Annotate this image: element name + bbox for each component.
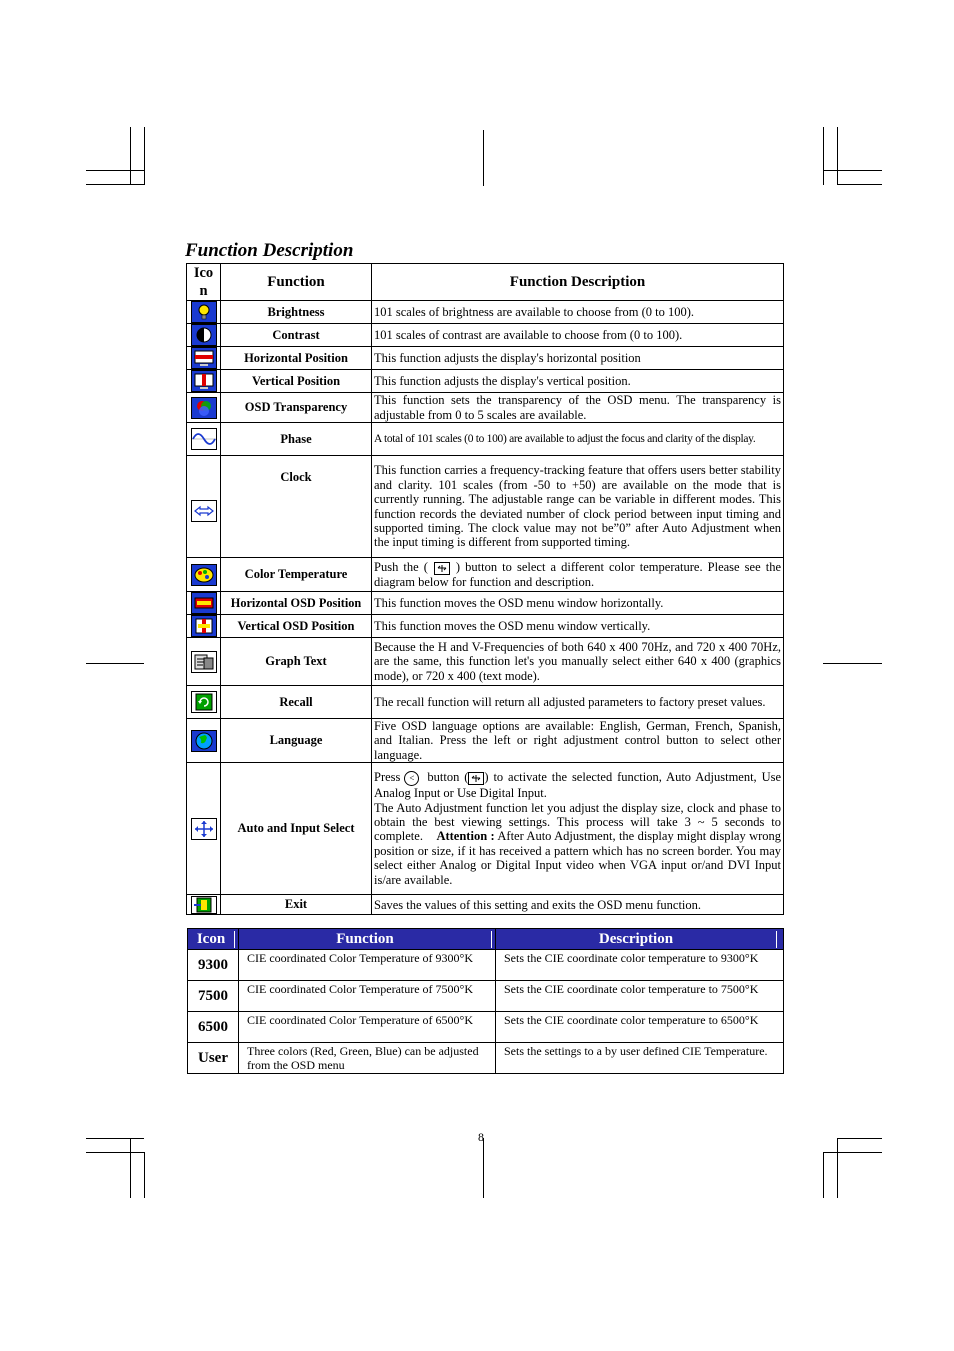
table-header-row xyxy=(188,929,784,950)
temp-description: Sets the CIE coordinate color temperature to 9300°K xyxy=(496,950,784,981)
table-row xyxy=(187,719,784,763)
header-icon: Ico n xyxy=(187,264,221,301)
table-row xyxy=(187,301,784,324)
temp-function: CIE coordinated Color Temperature of 9300°K xyxy=(239,950,496,981)
horizontal-osd-icon xyxy=(191,592,217,614)
temp-icon: User xyxy=(188,1043,239,1074)
function-name: Phase xyxy=(221,423,372,456)
auto-input-icon xyxy=(191,818,217,840)
temp-icon: 9300 xyxy=(188,950,239,981)
table-row xyxy=(187,895,784,915)
section-title: Function Description xyxy=(185,240,354,261)
temp-description: Sets the CIE coordinate color temperature to 7500°K xyxy=(496,981,784,1012)
vertical-position-icon xyxy=(191,370,217,392)
function-description: This function adjusts the display's vertical position. xyxy=(372,370,784,393)
function-description: Saves the values of this setting and exits the OSD menu function. xyxy=(372,895,784,915)
page-number: 8 xyxy=(478,1130,484,1144)
header-icon xyxy=(188,929,239,950)
table-row xyxy=(187,615,784,638)
function-name: Auto and Input Select xyxy=(221,763,372,895)
function-description: Because the H and V-Frequencies of both 640 x 400 70Hz, and 720 x 400 70Hz, are the same, this function let's you manually select either 640 x 400 (graphics mode), or 720 x 400 (text mode). xyxy=(372,638,784,686)
desc-part: ) to activate the selected function, Auto Adjustment, Use Analog Input or Use Digital Input. xyxy=(374,770,782,801)
table-row xyxy=(187,347,784,370)
function-table xyxy=(186,263,784,915)
temp-function: CIE coordinated Color Temperature of 7500°K xyxy=(239,981,496,1012)
table-row xyxy=(187,393,784,423)
function-description xyxy=(372,558,784,592)
table-row xyxy=(187,558,784,592)
header-icon-label: Icon xyxy=(188,931,235,948)
color-temperature-icon xyxy=(191,564,217,586)
table-row xyxy=(187,686,784,719)
desc-part: ) button to select a different color temperature. Please see the diagram below for function and description. xyxy=(374,559,781,589)
table-row xyxy=(188,1043,784,1074)
desc-part: Press xyxy=(374,770,401,785)
header-function: Function xyxy=(221,264,372,301)
function-name: Clock xyxy=(221,456,372,558)
color-temperature-table xyxy=(187,928,784,1074)
table-row xyxy=(187,370,784,393)
table-row xyxy=(187,456,784,558)
desc-part: The Auto Adjustment function let you adjust the display size, clock and phase to obtain the best viewing settings. This process will take 3 ~ 5 seconds to complete. xyxy=(374,800,781,844)
temp-function: Three colors (Red, Green, Blue) can be adjusted from the OSD menu xyxy=(239,1043,496,1074)
osd-transparency-icon xyxy=(191,397,217,419)
contrast-icon xyxy=(191,324,217,346)
left-circle-button-icon: < xyxy=(404,771,419,786)
desc-part: After Auto Adjustment, the display might display wrong position or size, if it has received a pattern which has no screen border. You may select either Analog or Digital Input video when VGA input or/and DVI Input is/are available. xyxy=(374,829,782,887)
header-function-label: Function xyxy=(239,931,492,948)
function-name: Exit xyxy=(221,895,372,915)
table-row xyxy=(188,981,784,1012)
header-function xyxy=(239,929,496,950)
header-description-label: Description xyxy=(496,931,777,948)
table-row xyxy=(187,638,784,686)
function-name: Horizontal OSD Position xyxy=(221,592,372,615)
function-name: Recall xyxy=(221,686,372,719)
function-name: Horizontal Position xyxy=(221,347,372,370)
temp-description: Sets the CIE coordinate color temperature to 6500°K xyxy=(496,1012,784,1043)
function-name: Vertical OSD Position xyxy=(221,615,372,638)
function-description: This function carries a frequency-tracking feature that offers users better stability and clarity. 101 scales (from -50 to +50) are available on the mode that is currently running. The adjustable range can be variable in different modes. This function records the deviated number of clock period between input timing and supported timing. The clock value may not be”0” after Auto Adjustment when the input timing is different from supported timing. xyxy=(372,456,784,558)
table-header-row xyxy=(187,264,784,301)
select-button-icon xyxy=(434,562,450,575)
function-description: This function sets the transparency of the OSD menu. The transparency is adjustable from 0 to 5 scales are available. xyxy=(372,393,784,423)
function-name: OSD Transparency xyxy=(221,393,372,423)
function-description: Five OSD language options are available: English, German, French, Spanish, and Italian. Press the left or right adjustment control button to select other language. xyxy=(372,719,784,763)
header-description: Function Description xyxy=(372,264,784,301)
lightbulb-icon xyxy=(191,301,217,323)
function-name: Color Temperature xyxy=(221,558,372,592)
function-description: This function adjusts the display's horizontal position xyxy=(372,347,784,370)
attention-label: Attention : xyxy=(436,829,495,844)
function-description: A total of 101 scales (0 to 100) are available to adjust the focus and clarity of the display. xyxy=(372,423,784,456)
horizontal-position-icon xyxy=(191,347,217,369)
function-description: This function moves the OSD menu window vertically. xyxy=(372,615,784,638)
vertical-osd-icon xyxy=(191,615,217,637)
table-row xyxy=(187,423,784,456)
temp-icon: 6500 xyxy=(188,1012,239,1043)
table-row xyxy=(187,763,784,895)
table-row xyxy=(188,1012,784,1043)
function-description: 101 scales of brightness are available to choose from (0 to 100). xyxy=(372,301,784,324)
table-row xyxy=(187,324,784,347)
desc-part: button ( xyxy=(427,770,469,785)
function-name: Contrast xyxy=(221,324,372,347)
function-description: This function moves the OSD menu window horizontally. xyxy=(372,592,784,615)
recall-icon xyxy=(191,691,217,713)
temp-icon: 7500 xyxy=(188,981,239,1012)
graph-text-icon xyxy=(191,651,217,673)
table-row xyxy=(188,950,784,981)
exit-icon xyxy=(191,896,217,914)
function-name: Graph Text xyxy=(221,638,372,686)
table-row xyxy=(187,592,784,615)
function-name: Vertical Position xyxy=(221,370,372,393)
phase-wave-icon xyxy=(191,428,217,450)
function-description: 101 scales of contrast are available to choose from (0 to 100). xyxy=(372,324,784,347)
select-button-icon xyxy=(468,772,484,785)
desc-part: Push the ( xyxy=(374,559,428,574)
function-name: Brightness xyxy=(221,301,372,324)
function-description xyxy=(372,763,784,895)
temp-description: Sets the settings to a by user defined CIE Temperature. xyxy=(496,1043,784,1074)
temp-function: CIE coordinated Color Temperature of 6500°K xyxy=(239,1012,496,1043)
function-name: Language xyxy=(221,719,372,763)
header-description xyxy=(496,929,784,950)
function-description: The recall function will return all adjusted parameters to factory preset values. xyxy=(372,686,784,719)
globe-icon xyxy=(191,730,217,752)
clock-arrows-icon xyxy=(191,500,217,522)
